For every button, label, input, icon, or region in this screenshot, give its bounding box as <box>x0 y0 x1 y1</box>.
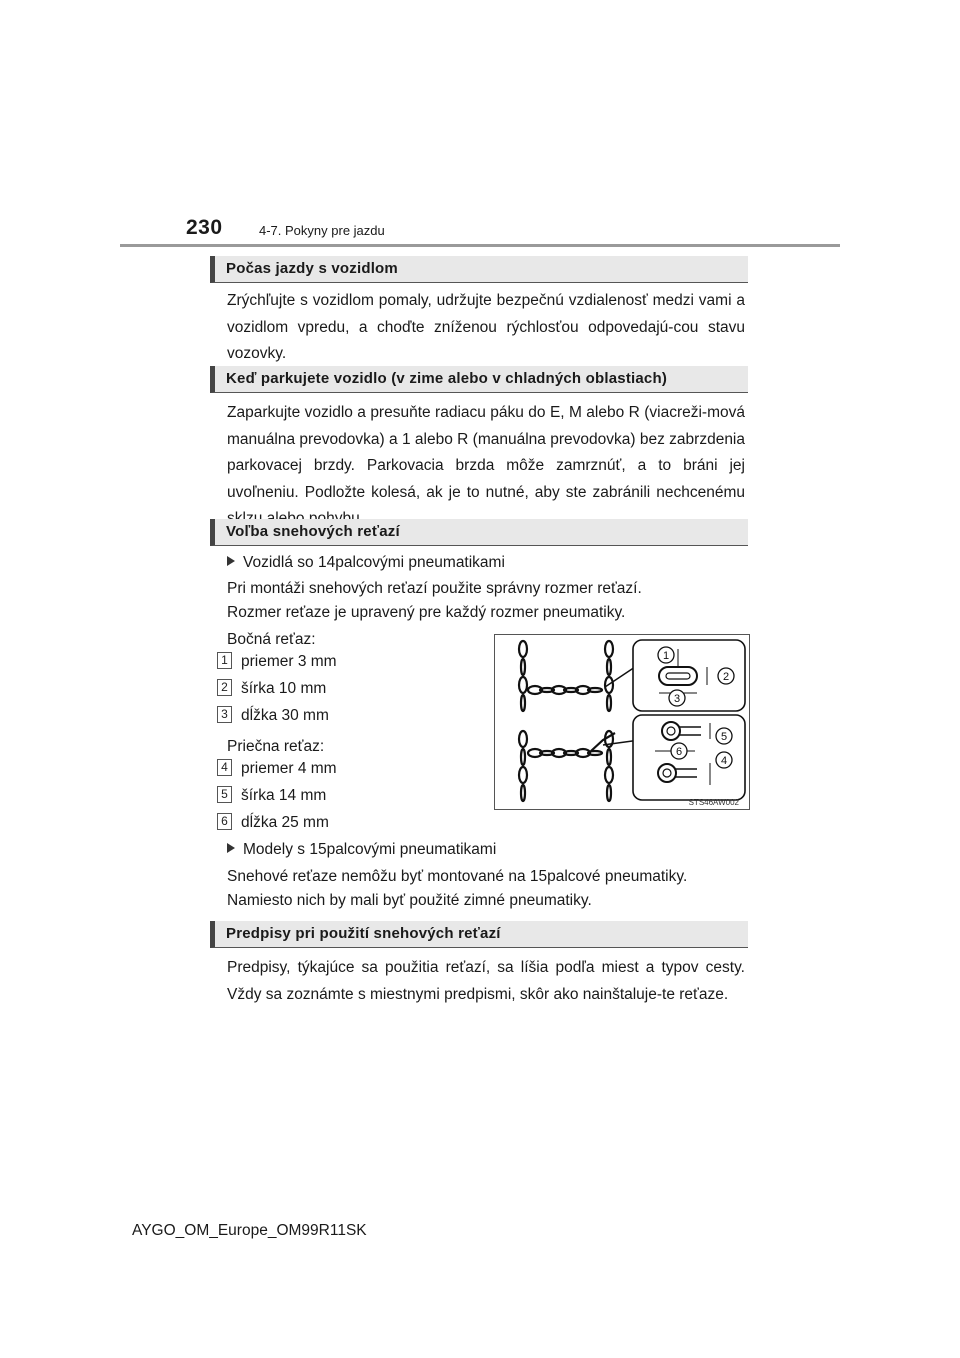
paragraph-regulations: Predpisy, týkajúce sa použitia reťazí, sa líšia podľa miest a typov cesty. Vždy sa zoznámte s miestnymi predpismi, skôr ako nainštaluje-te reťaze. <box>227 959 745 1003</box>
bullet-15inch-text: Modely s 15palcovými pneumatikami <box>243 841 497 858</box>
chains-line-4: Namiesto nich by mali byť použité zimné pneumatiky. <box>227 892 592 909</box>
bullet-14inch-text: Vozidlá so 14palcovými pneumatikami <box>243 554 505 571</box>
header-divider <box>120 244 840 247</box>
figure-callout-5: 5 <box>720 731 728 743</box>
triangle-bullet-icon <box>227 556 235 566</box>
document-code: AYGO_OM_Europe_OM99R11SK <box>132 1222 367 1239</box>
paragraph-parking: Zaparkujte vozidlo a presuňte radiacu páku do E, M alebo R (viacreži-mová manuálna prevodovka) a 1 alebo R (manuálna prevodovka) bez zabrzdenia parkovacej brzdy. Parkovacia brzda môže zamrznúť, a to bráni jej uvoľneniu. Podložte kolesá, ak je to nutné, aby ste zabránili nechcenému <box>227 404 745 501</box>
callout-2-box: 2 <box>217 679 232 696</box>
callout-4-box: 4 <box>217 759 232 776</box>
spec-item: priemer 3 mm <box>241 653 337 670</box>
bullet-15inch <box>227 840 496 860</box>
spec-item: šírka 10 mm <box>241 680 327 697</box>
snow-chain-illustration <box>495 635 749 809</box>
chains-line-1: Pri montáži snehových reťazí použite správny rozmer reťazí. <box>227 580 642 597</box>
figure-callout-6: 6 <box>675 746 683 758</box>
chains-line-2: Rozmer reťaze je upravený pre každý rozmer pneumatiky. <box>227 604 626 621</box>
snow-chain-figure <box>494 634 750 810</box>
bullet-14inch <box>227 553 505 573</box>
heading-parking: Keď parkujete vozidlo (v zime alebo v chladných oblastiach) <box>210 366 748 393</box>
chains-line-3: Snehové reťaze nemôžu byť montované na 15palcové pneumatiky. <box>227 868 688 885</box>
callout-1-box: 1 <box>217 652 232 669</box>
page-number: 230 <box>186 216 223 239</box>
cross-chain-label: Priečna reťaz: <box>227 738 325 755</box>
callout-5-box: 5 <box>217 786 232 803</box>
figure-callout-4: 4 <box>720 755 728 767</box>
figure-callout-1: 1 <box>662 650 670 662</box>
section-title: 4-7. Pokyny pre jazdu <box>259 223 385 238</box>
figure-callout-3: 3 <box>673 693 681 705</box>
callout-6-box: 6 <box>217 813 232 830</box>
paragraph-driving: Zrýchľujte s vozidlom pomaly, udržujte bezpečnú vzdialenosť medzi vami a vozidlom vpredu, a choďte zníženou rýchlosťou odpovedajú-cou stavu vozovky. <box>227 292 745 362</box>
callout-3-box: 3 <box>217 706 232 723</box>
figure-callout-2: 2 <box>722 671 730 683</box>
spec-item: priemer 4 mm <box>241 760 337 777</box>
side-chain-label: Bočná reťaz: <box>227 631 316 648</box>
triangle-bullet-icon <box>227 843 235 853</box>
spec-item: šírka 14 mm <box>241 787 327 804</box>
heading-chains: Voľba snehových reťazí <box>210 519 748 546</box>
spec-item: dĺžka 25 mm <box>241 814 329 831</box>
heading-driving: Počas jazdy s vozidlom <box>210 256 748 283</box>
figure-code: STS46AW002 <box>688 798 739 807</box>
spec-item: dĺžka 30 mm <box>241 707 329 724</box>
heading-regulations: Predpisy pri použití snehových reťazí <box>210 921 748 948</box>
